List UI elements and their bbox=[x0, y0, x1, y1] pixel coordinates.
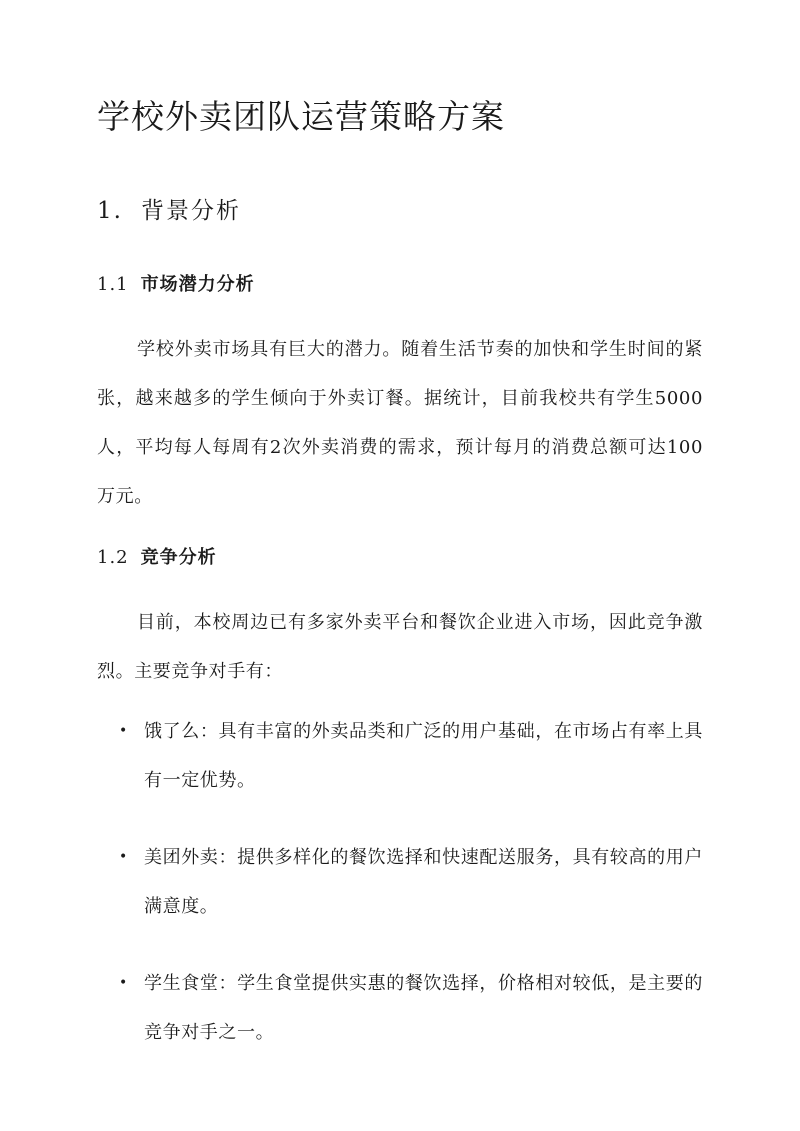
subsection-number: 1.1 bbox=[97, 274, 129, 295]
subsection-heading-market bbox=[97, 271, 255, 299]
market-paragraph: 学校外卖市场具有巨大的潜力。随着生活节奏的加快和学生时间的紧张，越来越多的学生倾向于外卖订餐。据统计，目前我校共有学生5000人，平均每人每周有2次外卖消费的需求，预计每月的消费总额可达100万元。 bbox=[97, 339, 703, 507]
subsection-heading-competition bbox=[97, 544, 217, 572]
section-number: 1. bbox=[97, 198, 123, 224]
subsection-number: 1.2 bbox=[97, 547, 129, 568]
list-item-text: 学生食堂：学生食堂提供实惠的餐饮选择，价格相对较低，是主要的竞争对手之一。 bbox=[144, 973, 703, 1043]
bullet-icon: • bbox=[119, 723, 128, 739]
competition-paragraph: 目前，本校周边已有多家外卖平台和餐饮企业进入市场，因此竞争激烈。主要竞争对手有： bbox=[97, 612, 703, 682]
list-item bbox=[97, 833, 703, 931]
document-title: 学校外卖团队运营策略方案 bbox=[97, 97, 505, 136]
bullet-icon: • bbox=[119, 849, 128, 865]
section-heading-background bbox=[97, 194, 241, 228]
list-item bbox=[97, 707, 703, 805]
list-item-text: 饿了么：具有丰富的外卖品类和广泛的用户基础，在市场占有率上具有一定优势。 bbox=[144, 721, 703, 791]
subsection-title: 竞争分析 bbox=[140, 547, 217, 568]
section-title: 背景分析 bbox=[140, 198, 241, 224]
list-item-text: 美团外卖：提供多样化的餐饮选择和快速配送服务，具有较高的用户满意度。 bbox=[144, 847, 703, 917]
subsection-title: 市场潜力分析 bbox=[140, 274, 255, 295]
bullet-icon: • bbox=[119, 975, 128, 991]
competitor-list bbox=[97, 707, 703, 1085]
list-item bbox=[97, 959, 703, 1057]
